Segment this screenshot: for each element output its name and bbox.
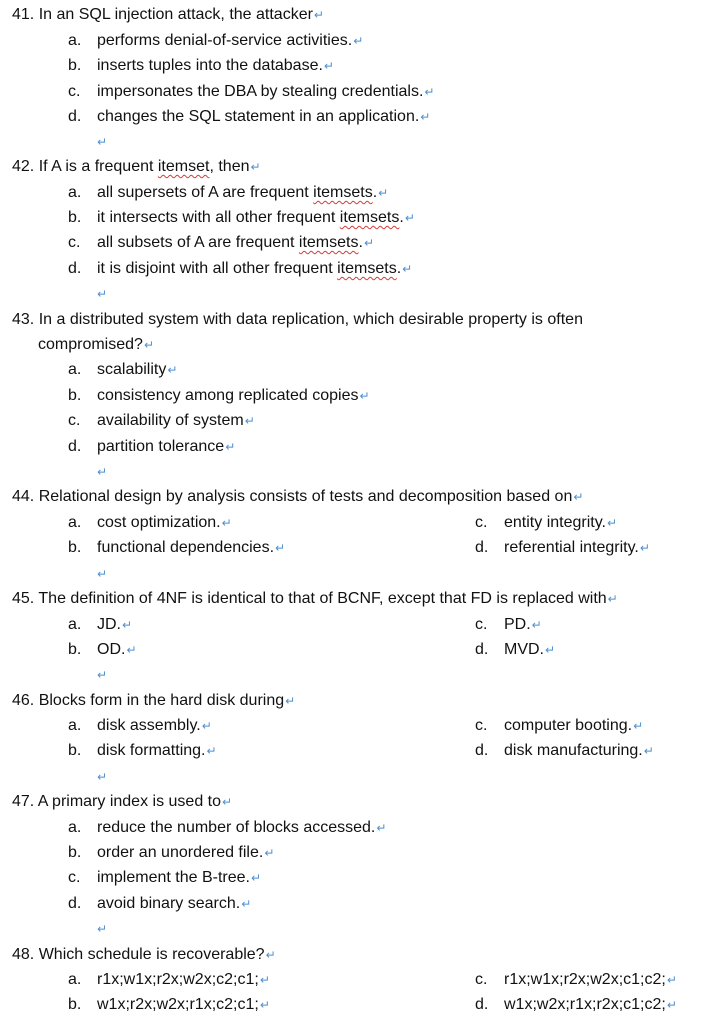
return-mark-icon: ↵ <box>221 516 232 530</box>
return-mark-icon: ↵ <box>666 973 677 987</box>
question-44-option-b: b. functional dependencies.↵ <box>68 539 286 556</box>
return-mark-icon: ↵ <box>275 541 286 555</box>
return-mark-icon: ↵ <box>225 440 236 454</box>
return-mark-icon: ↵ <box>259 973 270 987</box>
question-41-option-d: d. changes the SQL statement in an application.↵ <box>68 108 431 125</box>
return-mark-icon: ↵ <box>143 338 154 352</box>
question-47-option-c: c. implement the B-tree.↵ <box>68 869 262 886</box>
spellcheck-word[interactable]: itemsets <box>313 184 373 201</box>
return-mark-icon: ↵ <box>97 922 108 936</box>
question-41-option-c: c. impersonates the DBA by stealing credentials.↵ <box>68 83 435 100</box>
question-44-option-c: c. entity integrity.↵ <box>475 514 618 531</box>
empty-paragraph <box>96 132 107 152</box>
return-mark-icon: ↵ <box>376 821 387 835</box>
question-48-option-d: d. w1x;w2x;r1x;r2x;c1;c2;↵ <box>475 996 677 1013</box>
return-mark-icon: ↵ <box>363 236 374 250</box>
question-47-option-d: d. avoid binary search.↵ <box>68 895 252 912</box>
question-47-option-b: b. order an unordered file.↵ <box>68 844 275 861</box>
question-41-stem: 41. In an SQL injection attack, the attacker↵ <box>12 6 324 23</box>
return-mark-icon: ↵ <box>323 59 334 73</box>
question-46-option-a: a. disk assembly.↵ <box>68 717 212 734</box>
return-mark-icon: ↵ <box>244 414 255 428</box>
return-mark-icon: ↵ <box>265 948 276 962</box>
return-mark-icon: ↵ <box>250 160 261 174</box>
empty-paragraph <box>96 919 107 939</box>
question-42-option-a: a. all supersets of A are frequent itemsets.↵ <box>68 184 389 201</box>
question-47-stem: 47. A primary index is used to↵ <box>12 793 233 810</box>
return-mark-icon: ↵ <box>285 694 296 708</box>
question-46-option-c: c. computer booting.↵ <box>475 717 644 734</box>
question-42-option-c: c. all subsets of A are frequent itemsets.↵ <box>68 234 374 251</box>
question-43-option-b: b. consistency among replicated copies↵ <box>68 387 370 404</box>
return-mark-icon: ↵ <box>359 389 370 403</box>
spellcheck-word[interactable]: itemsets <box>298 234 359 251</box>
question-45-option-c: c. PD.↵ <box>475 616 542 633</box>
return-mark-icon: ↵ <box>313 8 324 22</box>
return-mark-icon: ↵ <box>404 211 415 225</box>
return-mark-icon: ↵ <box>420 110 431 124</box>
question-48-option-a: a. r1x;w1x;r2x;w2x;c2;c1;↵ <box>68 971 270 988</box>
question-41-option-b: b. inserts tuples into the database.↵ <box>68 57 334 74</box>
return-mark-icon: ↵ <box>126 643 137 657</box>
return-mark-icon: ↵ <box>167 363 178 377</box>
question-44-option-a: a. cost optimization.↵ <box>68 514 232 531</box>
return-mark-icon: ↵ <box>97 567 108 581</box>
question-43-option-c: c. availability of system↵ <box>68 412 255 429</box>
question-43-stem-continued: compromised?↵ <box>38 336 154 353</box>
question-42-option-b: b. it intersects with all other frequent itemsets.↵ <box>68 209 415 226</box>
return-mark-icon: ↵ <box>206 744 217 758</box>
question-46-option-d: d. disk manufacturing.↵ <box>475 742 654 759</box>
question-48-option-c: c. r1x;w1x;r2x;w2x;c1;c2;↵ <box>475 971 677 988</box>
return-mark-icon: ↵ <box>97 770 108 784</box>
return-mark-icon: ↵ <box>573 490 584 504</box>
empty-paragraph <box>96 564 107 584</box>
return-mark-icon: ↵ <box>259 998 270 1012</box>
return-mark-icon: ↵ <box>378 186 389 200</box>
question-43-option-d: d. partition tolerance↵ <box>68 438 236 455</box>
question-47-option-a: a. reduce the number of blocks accessed.↵ <box>68 819 387 836</box>
spellcheck-word[interactable]: itemsets <box>337 260 397 277</box>
spellcheck-word[interactable]: itemset <box>157 158 210 175</box>
return-mark-icon: ↵ <box>264 846 275 860</box>
empty-paragraph <box>96 462 107 482</box>
return-mark-icon: ↵ <box>222 795 233 809</box>
return-mark-icon: ↵ <box>97 135 108 149</box>
question-45-option-b: b. OD.↵ <box>68 641 137 658</box>
return-mark-icon: ↵ <box>97 287 108 301</box>
return-mark-icon: ↵ <box>545 643 556 657</box>
question-44-stem: 44. Relational design by analysis consists of tests and decomposition based on↵ <box>12 488 584 505</box>
question-45-option-a: a. JD.↵ <box>68 616 133 633</box>
return-mark-icon: ↵ <box>353 34 364 48</box>
question-42-option-d: d. it is disjoint with all other frequent itemsets.↵ <box>68 260 413 277</box>
return-mark-icon: ↵ <box>97 465 108 479</box>
question-45-stem: 45. The definition of 4NF is identical to that of BCNF, except that FD is replaced with↵ <box>12 590 618 607</box>
question-45-option-d: d. MVD.↵ <box>475 641 556 658</box>
return-mark-icon: ↵ <box>633 719 644 733</box>
return-mark-icon: ↵ <box>531 618 542 632</box>
question-46-option-b: b. disk formatting.↵ <box>68 742 217 759</box>
question-43-stem: 43. In a distributed system with data replication, which desirable property is often <box>12 311 583 328</box>
return-mark-icon: ↵ <box>643 744 654 758</box>
question-42-stem: 42. If A is a frequent itemset, then↵ <box>12 158 261 175</box>
return-mark-icon: ↵ <box>201 719 212 733</box>
return-mark-icon: ↵ <box>122 618 133 632</box>
return-mark-icon: ↵ <box>250 871 262 885</box>
return-mark-icon: ↵ <box>241 897 252 911</box>
question-48-stem: 48. Which schedule is recoverable?↵ <box>12 946 276 963</box>
return-mark-icon: ↵ <box>666 998 677 1012</box>
empty-paragraph <box>96 767 107 787</box>
spellcheck-word[interactable]: itemsets <box>339 209 400 226</box>
empty-paragraph <box>96 665 107 685</box>
return-mark-icon: ↵ <box>606 516 618 530</box>
return-mark-icon: ↵ <box>424 85 435 99</box>
question-41-option-a: a. performs denial-of-service activities.↵ <box>68 32 364 49</box>
return-mark-icon: ↵ <box>607 592 618 606</box>
question-44-option-d: d. referential integrity.↵ <box>475 539 650 556</box>
question-46-stem: 46. Blocks form in the hard disk during↵ <box>12 692 296 709</box>
return-mark-icon: ↵ <box>402 262 413 276</box>
empty-paragraph <box>96 284 107 304</box>
question-48-option-b: b. w1x;r2x;w2x;r1x;c2;c1;↵ <box>68 996 270 1013</box>
return-mark-icon: ↵ <box>639 541 650 555</box>
return-mark-icon: ↵ <box>97 668 108 682</box>
question-43-option-a: a. scalability↵ <box>68 361 178 378</box>
